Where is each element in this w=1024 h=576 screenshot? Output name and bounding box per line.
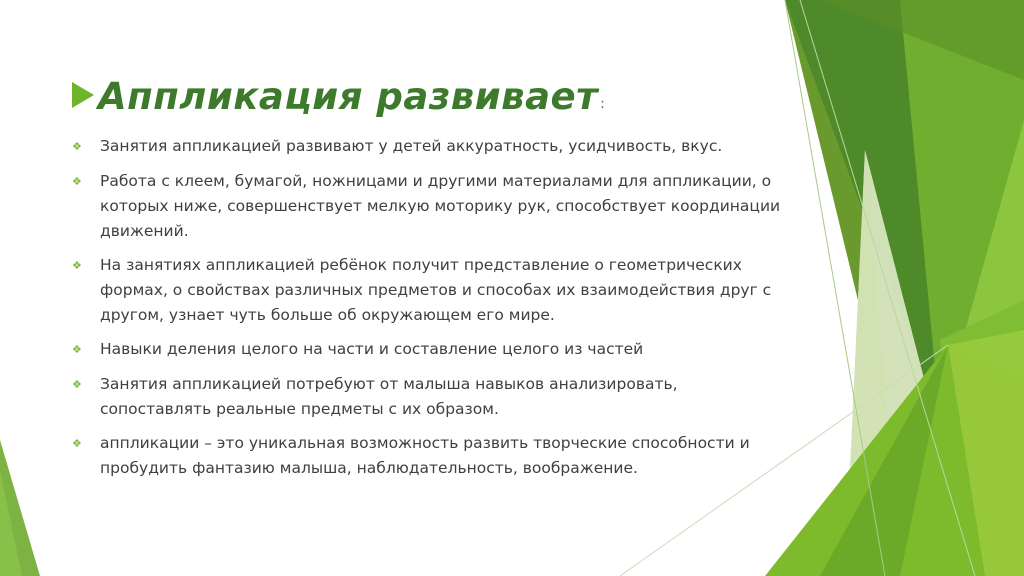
list-item <box>70 134 790 160</box>
slide-title-colon: : <box>600 96 605 112</box>
slide-title: Аппликация развивает <box>98 75 599 118</box>
four-diamond-bullet-icon: ❖ <box>72 140 82 153</box>
four-diamond-bullet-icon: ❖ <box>72 175 82 188</box>
bullet-list <box>70 134 790 490</box>
bullet-text: Работа с клеем, бумагой, ножницами и другими материалами для аппликации, о которых ниже, совершенствует мелкую моторику рук, способствует координации движений. <box>100 172 781 240</box>
four-diamond-bullet-icon: ❖ <box>72 437 82 450</box>
bullet-text: Навыки деления целого на части и составление целого из частей <box>100 340 644 358</box>
four-diamond-bullet-icon: ❖ <box>72 343 82 356</box>
four-diamond-bullet-icon: ❖ <box>72 259 82 272</box>
four-diamond-bullet-icon: ❖ <box>72 378 82 391</box>
bullet-text: На занятиях аппликацией ребёнок получит представление о геометрических формах, о свойствах различных предметов и способах их взаимодействия друг с другом, узнает чуть больше об окружающем его мире. <box>100 256 772 324</box>
bullet-text: Занятия аппликацией развивают у детей аккуратность, усидчивость, вкус. <box>100 137 723 155</box>
bullet-text: аппликации – это уникальная возможность развить творческие способности и пробудить фантазию малыша, наблюдательность, воображение. <box>100 434 750 477</box>
list-item <box>70 431 790 481</box>
title-row <box>72 70 605 120</box>
title-arrow-icon <box>72 82 94 108</box>
list-item <box>70 169 790 244</box>
list-item <box>70 253 790 328</box>
list-item <box>70 372 790 422</box>
list-item <box>70 337 790 363</box>
bullet-text: Занятия аппликацией потребуют от малыша навыков анализировать, сопоставлять реальные предметы с их образом. <box>100 375 678 418</box>
